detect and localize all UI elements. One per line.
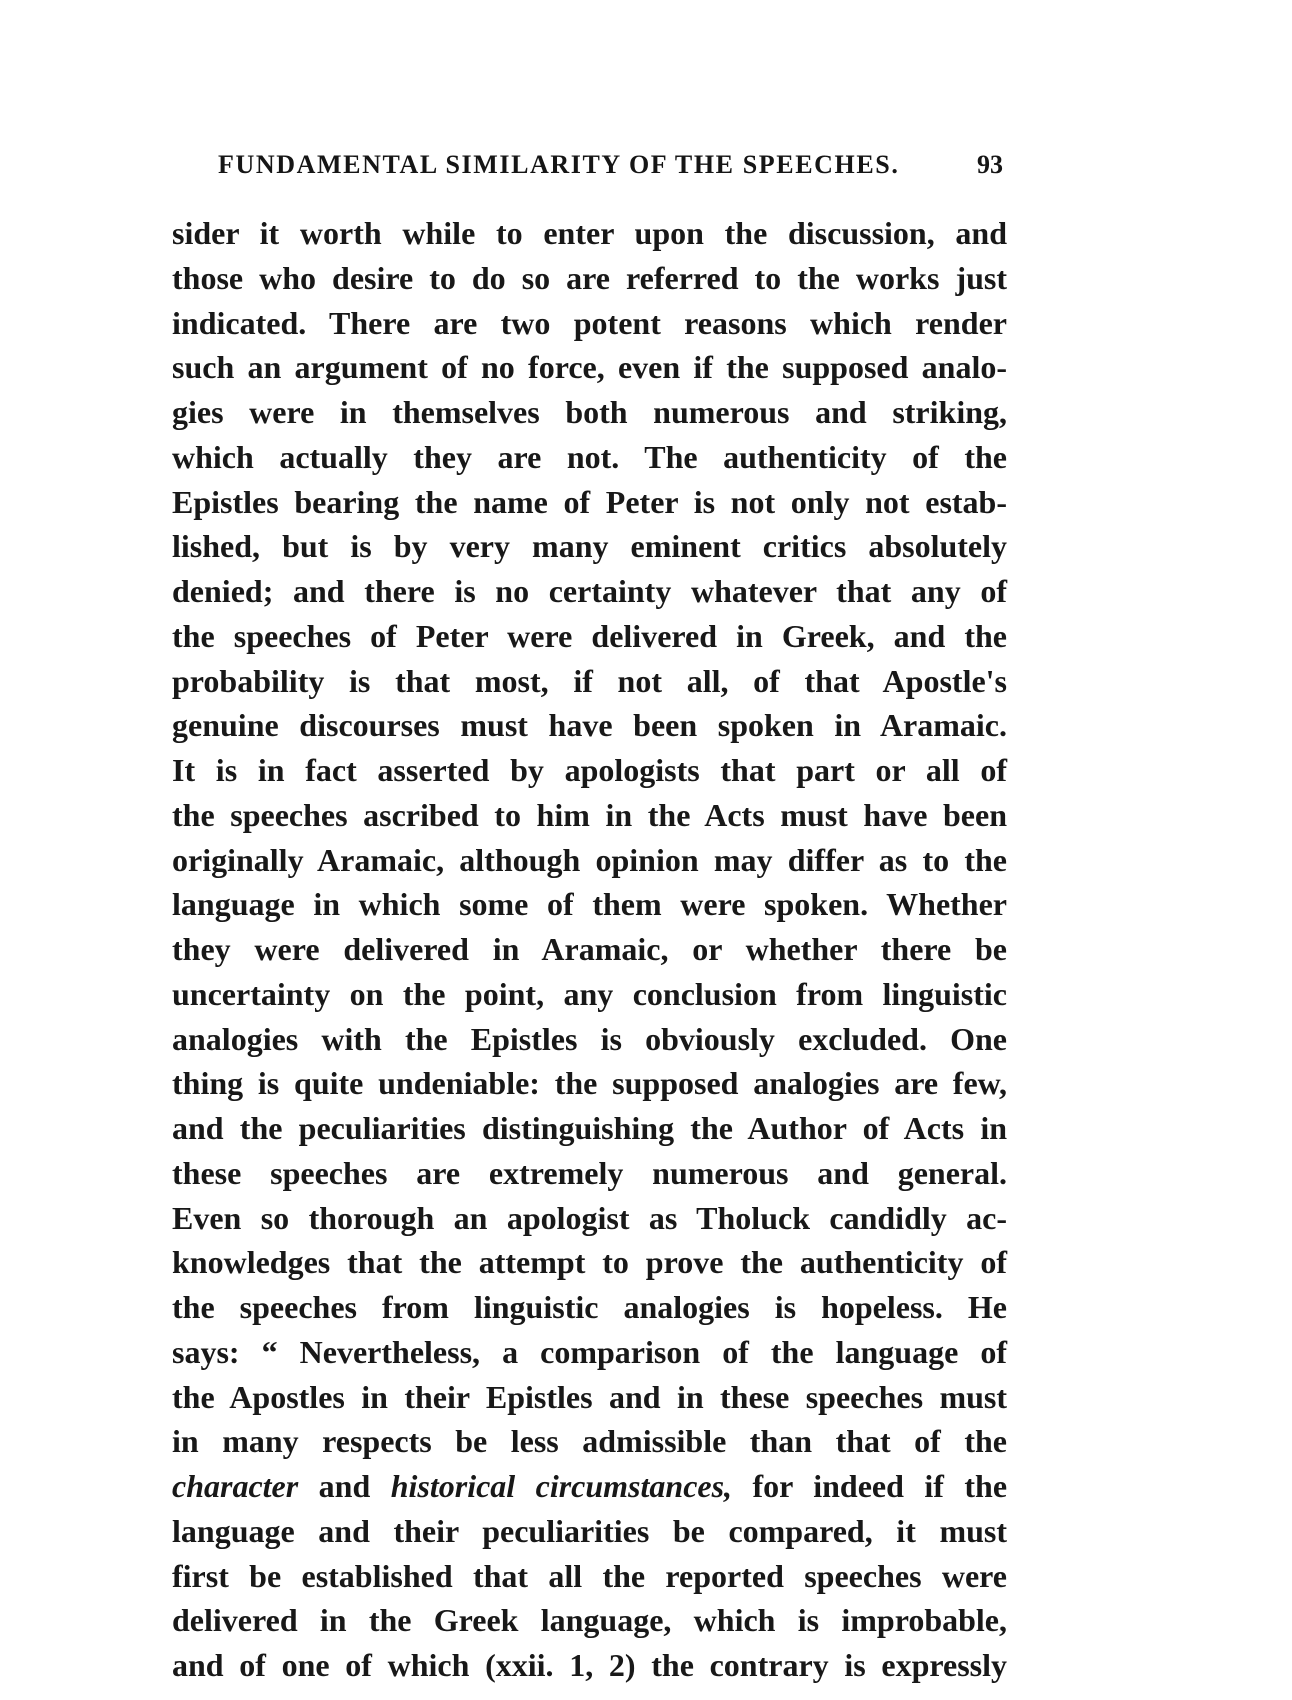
text-line: they were delivered in Aramaic, or whether there be (172, 931, 1007, 967)
text-line: and of one of which (xxii. 1, 2) the contrary is expressly (172, 1647, 1007, 1683)
text-line: denied; and there is no certainty whatever that any of (172, 573, 1007, 609)
text-run: and (298, 1468, 391, 1504)
text-line: the Apostles in their Epistles and in these speeches must (172, 1378, 1007, 1415)
text-run: for indeed if the (732, 1468, 1008, 1504)
text-line: sider it worth while to enter upon the discussion, and (172, 215, 1007, 251)
body-text (172, 211, 1007, 1688)
text-line: says: “ Nevertheless, a comparison of the language of (172, 1333, 1007, 1370)
italic-phrase: historical circumstances, (390, 1468, 733, 1504)
text-line: originally Aramaic, although opinion may differ as to the (172, 841, 1007, 878)
text-line: Epistles bearing the name of Peter is not only not estab- (172, 483, 1007, 520)
text-line: genuine discourses must have been spoken in Aramaic. (172, 707, 1007, 744)
text-line: thing is quite undeniable: the supposed analogies are few, (172, 1065, 1007, 1102)
italic-word: character (172, 1468, 299, 1504)
text-line: It is in fact asserted by apologists that part or all of (172, 752, 1007, 788)
text-line: in many respects be less admissible than that of the (172, 1423, 1007, 1460)
text-line: such an argument of no force, even if the supposed analo- (172, 349, 1007, 386)
text-line: uncertainty on the point, any conclusion from linguistic (172, 975, 1007, 1012)
text-line: language in which some of them were spoken. Whether (172, 886, 1007, 923)
text-line-with-italics (172, 1464, 1007, 1509)
page-number: 93 (977, 150, 1003, 179)
text-line: the speeches of Peter were delivered in Greek, and the (172, 617, 1007, 654)
text-line: analogies with the Epistles is obviously excluded. One (172, 1020, 1007, 1057)
text-line: delivered in the Greek language, which is improbable, (172, 1602, 1007, 1639)
text-line: knowledges that the attempt to prove the authenticity of (172, 1244, 1007, 1281)
text-line: these speeches are extremely numerous and general. (172, 1154, 1007, 1191)
text-line: language and their peculiarities be compared, it must (172, 1512, 1007, 1549)
text-line: those who desire to do so are referred to the works just (172, 259, 1007, 296)
text-line: indicated. There are two potent reasons which render (172, 304, 1007, 341)
text-line: and the peculiarities distinguishing the Author of Acts in (172, 1110, 1007, 1146)
text-line: the speeches from linguistic analogies is hopeless. He (172, 1289, 1007, 1325)
text-line: gies were in themselves both numerous and striking, (172, 394, 1007, 430)
text-line: the speeches ascribed to him in the Acts must have been (172, 796, 1007, 833)
text-line: first be established that all the reported speeches were (172, 1557, 1007, 1594)
running-title: FUNDAMENTAL SIMILARITY OF THE SPEECHES. (218, 150, 900, 179)
text-line: probability is that most, if not all, of that Apostle's (172, 662, 1007, 699)
text-line: Even so thorough an apologist as Tholuck candidly ac- (172, 1199, 1007, 1236)
text-line: lished, but is by very many eminent critics absolutely (172, 528, 1007, 565)
text-line: which actually they are not. The authenticity of the (172, 438, 1007, 475)
running-head (218, 150, 1003, 190)
